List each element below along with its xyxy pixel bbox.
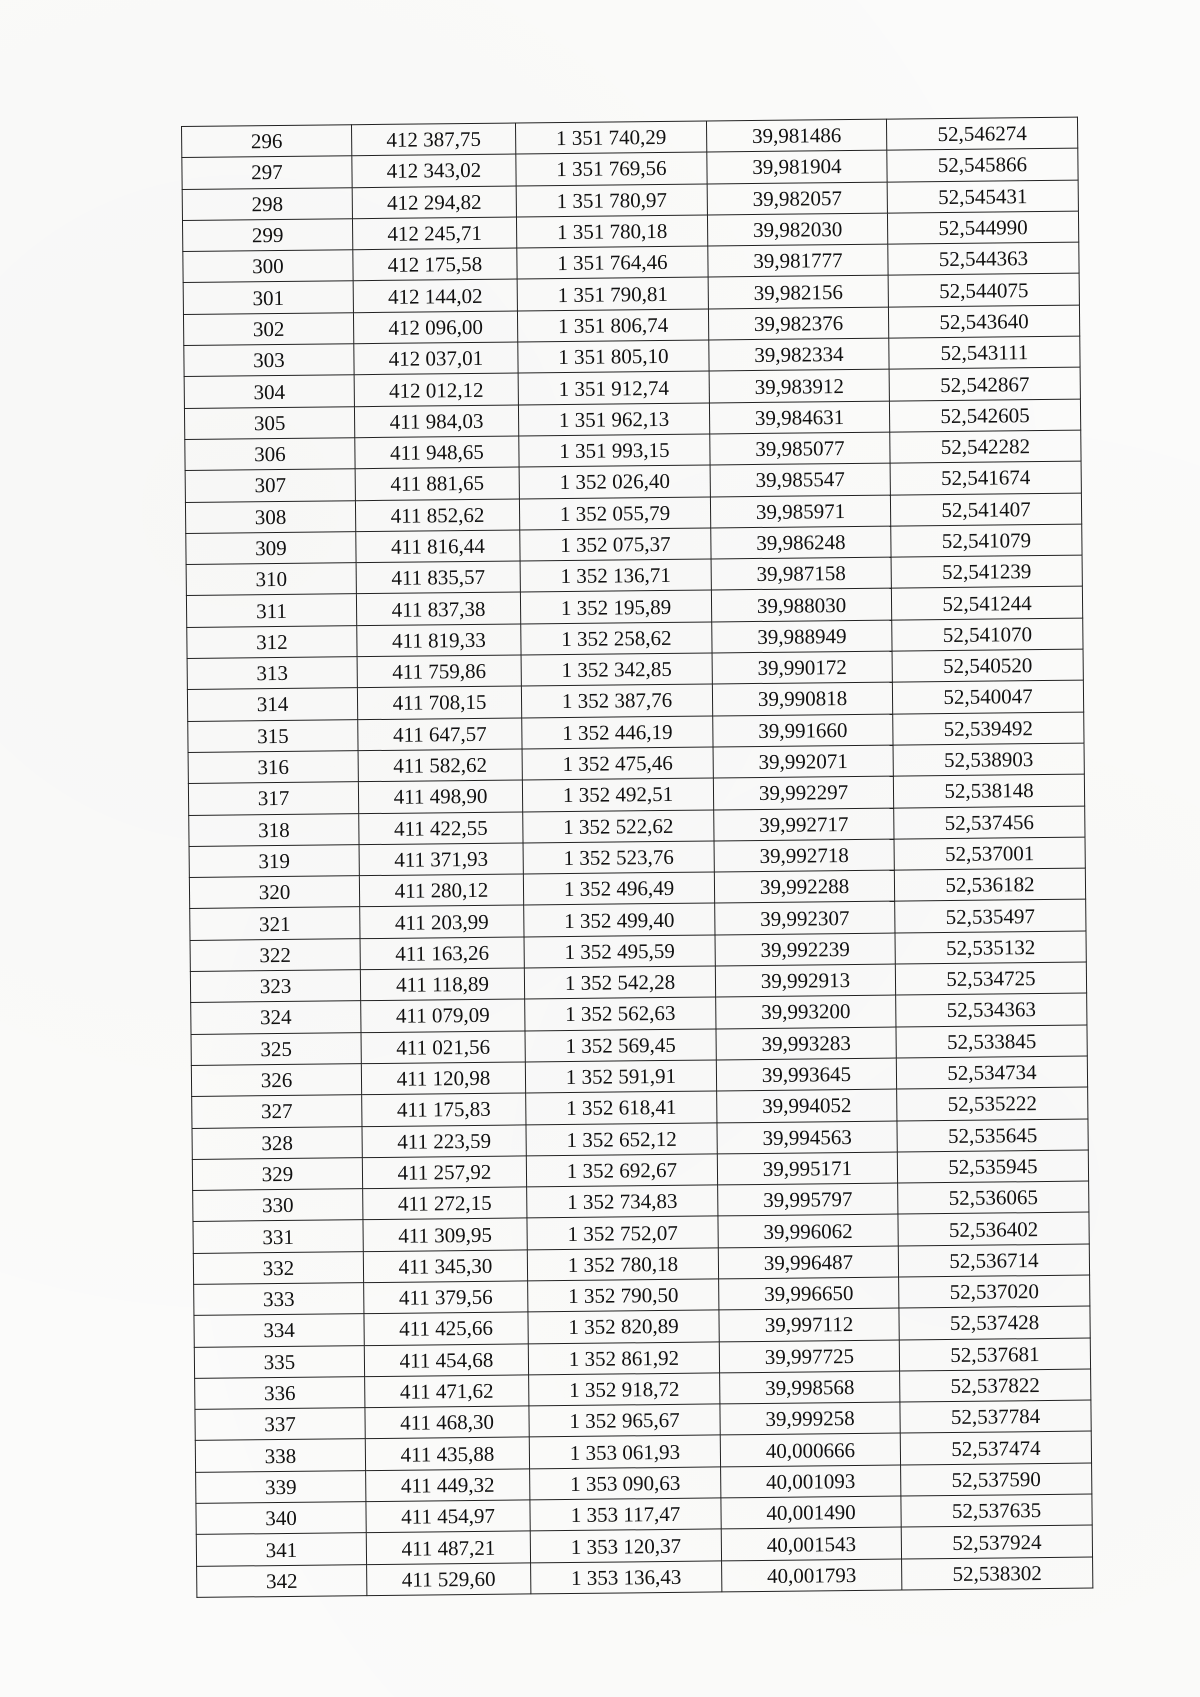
- latitude-cell: 39,985077: [710, 432, 890, 465]
- point-number-cell: 314: [187, 688, 357, 721]
- longitude-cell: 52,546274: [886, 117, 1077, 150]
- latitude-cell: 39,993200: [716, 995, 896, 1028]
- longitude-cell: 52,537784: [900, 1400, 1091, 1433]
- x-coordinate-cell: 411 454,68: [364, 1344, 528, 1377]
- longitude-cell: 52,538302: [902, 1557, 1093, 1590]
- latitude-cell: 39,995797: [718, 1183, 898, 1216]
- x-coordinate-cell: 411 257,92: [362, 1156, 526, 1189]
- latitude-cell: 39,997725: [719, 1340, 899, 1373]
- y-coordinate-cell: 1 353 120,37: [530, 1529, 721, 1562]
- y-coordinate-cell: 1 352 591,91: [525, 1060, 716, 1093]
- y-coordinate-cell: 1 352 387,76: [521, 684, 712, 717]
- longitude-cell: 52,543640: [888, 305, 1079, 338]
- x-coordinate-cell: 411 948,65: [355, 436, 519, 469]
- latitude-cell: 39,986248: [711, 526, 891, 559]
- y-coordinate-cell: 1 353 090,63: [530, 1467, 721, 1500]
- latitude-cell: 39,993283: [716, 1027, 896, 1060]
- x-coordinate-cell: 411 371,93: [359, 843, 523, 876]
- x-coordinate-cell: 411 498,90: [358, 780, 522, 813]
- longitude-cell: 52,535132: [895, 931, 1086, 964]
- point-number-cell: 336: [195, 1377, 365, 1410]
- latitude-cell: 39,996487: [718, 1246, 898, 1279]
- y-coordinate-cell: 1 352 495,59: [524, 935, 715, 968]
- latitude-cell: 40,001543: [721, 1527, 901, 1560]
- longitude-cell: 52,541407: [890, 493, 1081, 526]
- point-number-cell: 303: [184, 344, 354, 377]
- x-coordinate-cell: 412 175,58: [353, 248, 517, 281]
- longitude-cell: 52,542282: [890, 430, 1081, 463]
- point-number-cell: 318: [189, 813, 359, 846]
- y-coordinate-cell: 1 352 492,51: [522, 778, 713, 811]
- y-coordinate-cell: 1 351 769,56: [516, 152, 707, 185]
- longitude-cell: 52,541244: [891, 587, 1082, 620]
- y-coordinate-cell: 1 351 962,13: [518, 403, 709, 436]
- x-coordinate-cell: 411 468,30: [365, 1406, 529, 1439]
- y-coordinate-cell: 1 351 805,10: [518, 340, 709, 373]
- latitude-cell: 39,992717: [714, 808, 894, 841]
- point-number-cell: 322: [190, 938, 360, 971]
- point-number-cell: 299: [182, 219, 352, 252]
- point-number-cell: 321: [190, 907, 360, 940]
- x-coordinate-cell: 411 816,44: [356, 530, 520, 563]
- x-coordinate-cell: 411 454,97: [366, 1500, 530, 1533]
- longitude-cell: 52,535645: [897, 1119, 1088, 1152]
- y-coordinate-cell: 1 352 618,41: [526, 1091, 717, 1124]
- longitude-cell: 52,542867: [889, 367, 1080, 400]
- point-number-cell: 304: [184, 375, 354, 408]
- y-coordinate-cell: 1 353 136,43: [531, 1561, 722, 1594]
- y-coordinate-cell: 1 352 652,12: [526, 1122, 717, 1155]
- point-number-cell: 340: [196, 1502, 366, 1535]
- point-number-cell: 341: [196, 1533, 366, 1566]
- longitude-cell: 52,540047: [892, 680, 1083, 713]
- y-coordinate-cell: 1 352 496,49: [523, 872, 714, 905]
- latitude-cell: 39,992913: [715, 964, 895, 997]
- point-number-cell: 320: [189, 876, 359, 909]
- longitude-cell: 52,536065: [898, 1181, 1089, 1214]
- longitude-cell: 52,539492: [893, 712, 1084, 745]
- latitude-cell: 39,992307: [715, 901, 895, 934]
- latitude-cell: 39,982156: [708, 276, 888, 309]
- y-coordinate-cell: 1 352 075,37: [520, 528, 711, 561]
- point-number-cell: 309: [186, 532, 356, 565]
- y-coordinate-cell: 1 353 061,93: [529, 1435, 720, 1468]
- longitude-cell: 52,541079: [891, 524, 1082, 557]
- x-coordinate-cell: 411 582,62: [358, 749, 522, 782]
- x-coordinate-cell: 411 203,99: [360, 905, 524, 938]
- longitude-cell: 52,537822: [900, 1369, 1091, 1402]
- x-coordinate-cell: 411 175,83: [362, 1093, 526, 1126]
- y-coordinate-cell: 1 352 734,83: [527, 1185, 718, 1218]
- point-number-cell: 331: [193, 1220, 363, 1253]
- y-coordinate-cell: 1 352 195,89: [520, 590, 711, 623]
- longitude-cell: 52,537020: [899, 1275, 1090, 1308]
- longitude-cell: 52,537474: [900, 1432, 1091, 1465]
- y-coordinate-cell: 1 352 446,19: [522, 716, 713, 749]
- coordinates-table-container: [181, 117, 1093, 1598]
- y-coordinate-cell: 1 351 780,18: [516, 215, 707, 248]
- point-number-cell: 307: [185, 469, 355, 502]
- latitude-cell: 39,992239: [715, 933, 895, 966]
- y-coordinate-cell: 1 352 752,07: [527, 1216, 718, 1249]
- y-coordinate-cell: 1 351 764,46: [517, 246, 708, 279]
- x-coordinate-cell: 411 280,12: [359, 874, 523, 907]
- latitude-cell: 39,991660: [713, 714, 893, 747]
- x-coordinate-cell: 411 118,89: [360, 968, 524, 1001]
- longitude-cell: 52,537681: [899, 1338, 1090, 1371]
- x-coordinate-cell: 411 647,57: [358, 718, 522, 751]
- x-coordinate-cell: 412 245,71: [352, 217, 516, 250]
- longitude-cell: 52,537635: [901, 1494, 1092, 1527]
- x-coordinate-cell: 411 984,03: [354, 405, 518, 438]
- y-coordinate-cell: 1 351 780,97: [516, 184, 707, 217]
- y-coordinate-cell: 1 352 026,40: [519, 465, 710, 498]
- point-number-cell: 317: [188, 782, 358, 815]
- point-number-cell: 298: [182, 187, 352, 220]
- latitude-cell: 39,987158: [711, 557, 891, 590]
- latitude-cell: 39,981486: [706, 119, 886, 152]
- latitude-cell: 39,999258: [720, 1402, 900, 1435]
- point-number-cell: 333: [194, 1283, 364, 1316]
- point-number-cell: 338: [195, 1439, 365, 1472]
- point-number-cell: 316: [188, 751, 358, 784]
- x-coordinate-cell: 412 343,02: [352, 154, 516, 187]
- x-coordinate-cell: 411 881,65: [355, 467, 519, 500]
- x-coordinate-cell: 411 435,88: [365, 1437, 529, 1470]
- longitude-cell: 52,541239: [891, 555, 1082, 588]
- latitude-cell: 39,992288: [714, 870, 894, 903]
- point-number-cell: 324: [191, 1001, 361, 1034]
- point-number-cell: 325: [191, 1032, 361, 1065]
- latitude-cell: 39,998568: [720, 1371, 900, 1404]
- y-coordinate-cell: 1 352 569,45: [525, 1029, 716, 1062]
- latitude-cell: 40,001490: [721, 1496, 901, 1529]
- x-coordinate-cell: 411 449,32: [366, 1469, 530, 1502]
- point-number-cell: 323: [190, 970, 360, 1003]
- y-coordinate-cell: 1 352 820,89: [528, 1310, 719, 1343]
- point-number-cell: 339: [196, 1470, 366, 1503]
- y-coordinate-cell: 1 351 912,74: [518, 371, 709, 404]
- x-coordinate-cell: 412 387,75: [351, 123, 515, 156]
- latitude-cell: 39,988949: [712, 620, 892, 653]
- latitude-cell: 39,992297: [713, 776, 893, 809]
- coordinates-table: [181, 117, 1093, 1598]
- point-number-cell: 305: [184, 406, 354, 439]
- y-coordinate-cell: 1 352 522,62: [523, 809, 714, 842]
- point-number-cell: 311: [186, 594, 356, 627]
- y-coordinate-cell: 1 352 780,18: [527, 1248, 718, 1281]
- point-number-cell: 297: [182, 156, 352, 189]
- longitude-cell: 52,543111: [889, 336, 1080, 369]
- longitude-cell: 52,533845: [896, 1025, 1087, 1058]
- y-coordinate-cell: 1 352 055,79: [519, 497, 710, 530]
- longitude-cell: 52,537428: [899, 1306, 1090, 1339]
- point-number-cell: 342: [197, 1564, 367, 1597]
- point-number-cell: 337: [195, 1408, 365, 1441]
- point-number-cell: 330: [193, 1189, 363, 1222]
- longitude-cell: 52,536714: [898, 1244, 1089, 1277]
- y-coordinate-cell: 1 352 499,40: [524, 903, 715, 936]
- y-coordinate-cell: 1 352 523,76: [523, 841, 714, 874]
- longitude-cell: 52,535222: [897, 1087, 1088, 1120]
- latitude-cell: 39,982376: [708, 307, 888, 340]
- y-coordinate-cell: 1 351 740,29: [515, 121, 706, 154]
- point-number-cell: 315: [188, 719, 358, 752]
- x-coordinate-cell: 411 422,55: [359, 811, 523, 844]
- x-coordinate-cell: 411 021,56: [361, 1031, 525, 1064]
- longitude-cell: 52,542605: [889, 399, 1080, 432]
- x-coordinate-cell: 411 272,15: [363, 1187, 527, 1220]
- x-coordinate-cell: 412 037,01: [354, 342, 518, 375]
- longitude-cell: 52,538903: [893, 743, 1084, 776]
- latitude-cell: 39,993645: [716, 1058, 896, 1091]
- latitude-cell: 39,994052: [717, 1089, 897, 1122]
- x-coordinate-cell: 411 471,62: [365, 1375, 529, 1408]
- x-coordinate-cell: 411 487,21: [366, 1531, 530, 1564]
- latitude-cell: 40,001093: [721, 1465, 901, 1498]
- x-coordinate-cell: 411 079,09: [361, 999, 525, 1032]
- longitude-cell: 52,537456: [894, 806, 1085, 839]
- latitude-cell: 39,992071: [713, 745, 893, 778]
- y-coordinate-cell: 1 352 918,72: [529, 1373, 720, 1406]
- longitude-cell: 52,541674: [890, 461, 1081, 494]
- y-coordinate-cell: 1 351 993,15: [519, 434, 710, 467]
- latitude-cell: 40,001793: [722, 1559, 902, 1592]
- longitude-cell: 52,537001: [894, 837, 1085, 870]
- latitude-cell: 39,983912: [709, 369, 889, 402]
- y-coordinate-cell: 1 351 790,81: [517, 277, 708, 310]
- y-coordinate-cell: 1 352 861,92: [528, 1342, 719, 1375]
- point-number-cell: 310: [186, 563, 356, 596]
- latitude-cell: 39,985971: [710, 495, 890, 528]
- x-coordinate-cell: 411 819,33: [357, 624, 521, 657]
- coordinates-table-body: [182, 117, 1093, 1597]
- point-number-cell: 332: [193, 1251, 363, 1284]
- latitude-cell: 39,988030: [711, 589, 891, 622]
- latitude-cell: 39,982057: [707, 182, 887, 215]
- y-coordinate-cell: 1 352 965,67: [529, 1404, 720, 1437]
- point-number-cell: 296: [182, 125, 352, 158]
- point-number-cell: 334: [194, 1314, 364, 1347]
- x-coordinate-cell: 411 835,57: [356, 561, 520, 594]
- y-coordinate-cell: 1 353 117,47: [530, 1498, 721, 1531]
- x-coordinate-cell: 411 309,95: [363, 1218, 527, 1251]
- longitude-cell: 52,545866: [887, 148, 1078, 181]
- x-coordinate-cell: 411 345,30: [363, 1250, 527, 1283]
- point-number-cell: 302: [183, 312, 353, 345]
- point-number-cell: 313: [187, 657, 357, 690]
- longitude-cell: 52,544990: [887, 211, 1078, 244]
- longitude-cell: 52,535945: [897, 1150, 1088, 1183]
- x-coordinate-cell: 411 163,26: [360, 937, 524, 970]
- x-coordinate-cell: 412 294,82: [352, 186, 516, 219]
- point-number-cell: 335: [194, 1345, 364, 1378]
- latitude-cell: 39,985547: [710, 463, 890, 496]
- latitude-cell: 39,996650: [719, 1277, 899, 1310]
- longitude-cell: 52,534363: [896, 993, 1087, 1026]
- y-coordinate-cell: 1 352 258,62: [521, 622, 712, 655]
- y-coordinate-cell: 1 352 692,67: [526, 1154, 717, 1187]
- point-number-cell: 326: [191, 1064, 361, 1097]
- y-coordinate-cell: 1 352 342,85: [521, 653, 712, 686]
- point-number-cell: 327: [192, 1095, 362, 1128]
- longitude-cell: 52,537924: [901, 1525, 1092, 1558]
- x-coordinate-cell: 412 012,12: [354, 373, 518, 406]
- longitude-cell: 52,537590: [901, 1463, 1092, 1496]
- point-number-cell: 301: [183, 281, 353, 314]
- longitude-cell: 52,534734: [896, 1056, 1087, 1089]
- latitude-cell: 39,992718: [714, 839, 894, 872]
- latitude-cell: 39,984631: [709, 401, 889, 434]
- longitude-cell: 52,541070: [892, 618, 1083, 651]
- y-coordinate-cell: 1 352 790,50: [528, 1279, 719, 1312]
- point-number-cell: 306: [185, 438, 355, 471]
- point-number-cell: 328: [192, 1126, 362, 1159]
- y-coordinate-cell: 1 352 562,63: [525, 997, 716, 1030]
- latitude-cell: 39,981777: [708, 244, 888, 277]
- x-coordinate-cell: 411 759,86: [357, 655, 521, 688]
- point-number-cell: 329: [192, 1157, 362, 1190]
- point-number-cell: 300: [183, 250, 353, 283]
- latitude-cell: 39,982334: [709, 338, 889, 371]
- x-coordinate-cell: 412 144,02: [353, 279, 517, 312]
- y-coordinate-cell: 1 352 136,71: [520, 559, 711, 592]
- x-coordinate-cell: 411 223,59: [362, 1124, 526, 1157]
- x-coordinate-cell: 411 837,38: [356, 592, 520, 625]
- longitude-cell: 52,538148: [893, 774, 1084, 807]
- longitude-cell: 52,544075: [888, 274, 1079, 307]
- longitude-cell: 52,534725: [895, 962, 1086, 995]
- latitude-cell: 39,996062: [718, 1214, 898, 1247]
- latitude-cell: 39,990172: [712, 651, 892, 684]
- longitude-cell: 52,540520: [892, 649, 1083, 682]
- latitude-cell: 40,000666: [720, 1434, 900, 1467]
- longitude-cell: 52,544363: [888, 242, 1079, 275]
- latitude-cell: 39,982030: [707, 213, 887, 246]
- longitude-cell: 52,535497: [895, 899, 1086, 932]
- point-number-cell: 308: [185, 500, 355, 533]
- point-number-cell: 312: [187, 625, 357, 658]
- latitude-cell: 39,995171: [717, 1152, 897, 1185]
- longitude-cell: 52,536182: [894, 868, 1085, 901]
- y-coordinate-cell: 1 352 475,46: [522, 747, 713, 780]
- longitude-cell: 52,545431: [887, 180, 1078, 213]
- point-number-cell: 319: [189, 845, 359, 878]
- x-coordinate-cell: 411 852,62: [355, 499, 519, 532]
- x-coordinate-cell: 411 379,56: [364, 1281, 528, 1314]
- y-coordinate-cell: 1 351 806,74: [517, 309, 708, 342]
- x-coordinate-cell: 411 529,60: [367, 1563, 531, 1596]
- x-coordinate-cell: 411 708,15: [357, 686, 521, 719]
- y-coordinate-cell: 1 352 542,28: [524, 966, 715, 999]
- latitude-cell: 39,981904: [707, 150, 887, 183]
- longitude-cell: 52,536402: [898, 1212, 1089, 1245]
- latitude-cell: 39,994563: [717, 1121, 897, 1154]
- x-coordinate-cell: 412 096,00: [353, 311, 517, 344]
- x-coordinate-cell: 411 120,98: [361, 1062, 525, 1095]
- x-coordinate-cell: 411 425,66: [364, 1312, 528, 1345]
- latitude-cell: 39,997112: [719, 1308, 899, 1341]
- latitude-cell: 39,990818: [712, 682, 892, 715]
